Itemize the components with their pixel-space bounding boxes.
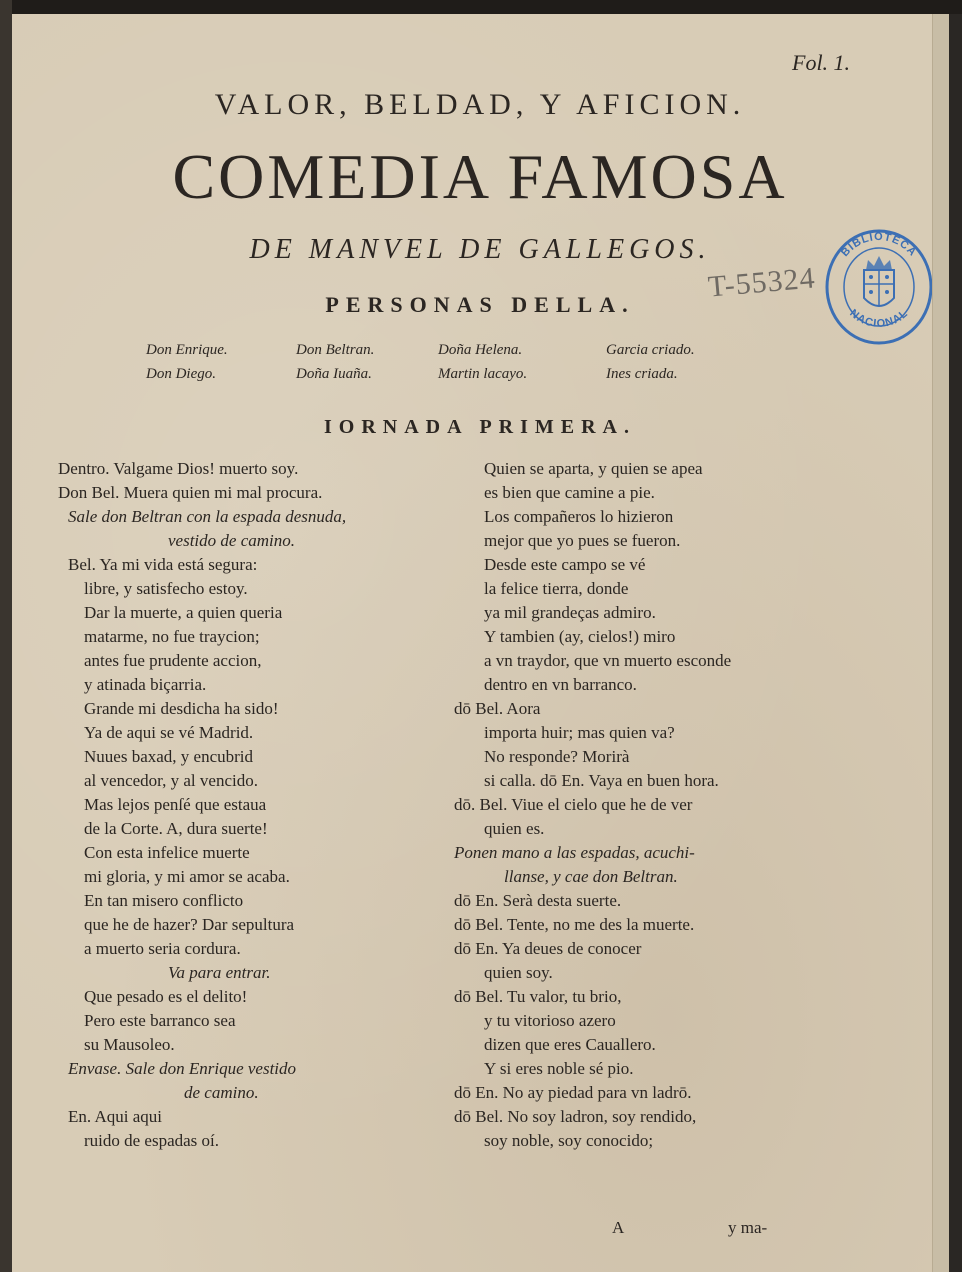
verse-line: dō En. No ay piedad para vn ladrō.: [454, 1083, 692, 1102]
verse-line: libre, y satisfecho estoy.: [84, 579, 248, 598]
verse-line: la felice tierra, donde: [484, 579, 629, 598]
svg-text:NACIONAL: [847, 307, 910, 330]
verse-line: Mas lejos penſé que estaua: [84, 795, 267, 814]
library-stamp: [822, 226, 936, 348]
verse-line: dizen que eres Cauallero.: [484, 1035, 656, 1054]
catchword: y ma-: [728, 1218, 768, 1237]
cast-name: Garcia criado.: [606, 342, 695, 358]
left-text-column: [58, 458, 468, 1198]
verse-line: mi gloria, y mi amor se acaba.: [84, 867, 290, 886]
verse-line: que he de hazer? Dar sepultura: [84, 915, 295, 934]
title-line-1: VALOR, BELDAD, Y AFICION.: [214, 88, 746, 121]
verse-line: Ya de aqui se vé Madrid.: [84, 723, 254, 742]
folio-number: Fol. 1.: [792, 50, 851, 75]
verse-line: Bel. Ya mi vida está segura:: [68, 555, 258, 574]
stage-direction: Sale don Beltran con la espada desnuda,: [68, 507, 347, 526]
verse-line: dō Bel. Aora: [454, 699, 541, 718]
verse-line: importa huir; mas quien va?: [484, 723, 675, 742]
verse-line: dō En. Ya deues de conocer: [454, 939, 642, 958]
verse-line: Quien se aparta, y quien se apea: [484, 459, 703, 478]
stamp-text-bottom: NACIONAL: [847, 307, 911, 331]
personas-heading: PERSONAS DELLA.: [325, 292, 635, 317]
verse-line: Y si eres noble sé pio.: [484, 1059, 634, 1078]
verse-line: a vn traydor, que vn muerto esconde: [484, 651, 732, 670]
stamp-text-top: BIBLIOTECA: [839, 231, 919, 260]
cast-name: Doña Iuaña.: [296, 366, 372, 382]
verse-line: Que pesado es el delito!: [84, 987, 248, 1006]
document-page: [12, 14, 948, 1272]
verse-line: soy noble, soy conocido;: [484, 1131, 654, 1150]
verse-line: Dentro. Valgame Dios! muerto soy.: [58, 459, 299, 478]
verse-line: En tan misero conflicto: [84, 891, 244, 910]
verse-line: a muerto seria cordura.: [84, 939, 241, 958]
verse-line: Grande mi desdicha ha sido!: [84, 699, 279, 718]
verse-line: dō En. Serà desta suerte.: [454, 891, 622, 910]
cast-name: Martin lacayo.: [438, 366, 528, 382]
stage-direction: llanse, y cae don Beltran.: [504, 867, 678, 886]
verse-line: es bien que camine a pie.: [484, 483, 655, 502]
title-line-2: COMEDIA FAMOSA: [172, 141, 788, 212]
stage-direction: Va para entrar.: [168, 963, 271, 982]
verse-line: Pero este barranco sea: [84, 1011, 236, 1030]
stage-direction: vestido de camino.: [168, 531, 295, 550]
stage-direction: Envase. Sale don Enrique vestido: [68, 1059, 297, 1078]
verse-line: y atinada biçarria.: [84, 675, 207, 694]
verse-line: ya mil grandeças admiro.: [484, 603, 656, 622]
page-right-edge: [932, 14, 949, 1272]
verse-line: dō Bel. Tu valor, tu brio,: [454, 987, 622, 1006]
cast-name: Don Beltran.: [296, 342, 375, 358]
right-text-column: [454, 458, 914, 1198]
verse-line: Y tambien (ay, cielos!) miro: [484, 627, 676, 646]
verse-line: al vencedor, y al vencido.: [84, 771, 258, 790]
verse-line: dō Bel. Tente, no me des la muerte.: [454, 915, 695, 934]
verse-line: dō. Bel. Viue el cielo que he de ver: [454, 795, 693, 814]
verse-line: No responde? Morirà: [484, 747, 630, 766]
verse-line: mejor que yo pues se fueron.: [484, 531, 681, 550]
verse-line: Don Bel. Muera quien mi mal procura.: [58, 483, 323, 502]
verse-line: su Mausoleo.: [84, 1035, 175, 1054]
verse-line: quien soy.: [484, 963, 553, 982]
scan-left-border: [0, 0, 12, 1272]
verse-line: matarme, no fue traycion;: [84, 627, 260, 646]
verse-line: ruido de espadas oí.: [84, 1131, 220, 1150]
verse-line: Nuues baxad, y encubrid: [84, 747, 254, 766]
shelf-mark: T-55324: [706, 261, 817, 304]
verse-line: si calla. dō En. Vaya en buen hora.: [484, 771, 719, 790]
verse-line: Con esta infelice muerte: [84, 843, 250, 862]
svg-text:BIBLIOTECA: [839, 231, 919, 259]
verse-line: dō Bel. No soy ladron, soy rendido,: [454, 1107, 697, 1126]
cast-name: Don Enrique.: [146, 342, 228, 358]
verse-line: Dar la muerte, a quien queria: [84, 603, 283, 622]
cast-name: Don Diego.: [146, 366, 216, 382]
act-heading: IORNADA PRIMERA.: [324, 416, 636, 438]
verse-line: quien es.: [484, 819, 545, 838]
verse-line: de la Corte. A, dura suerte!: [84, 819, 268, 838]
signature-mark: A: [612, 1218, 625, 1237]
cast-name: Doña Helena.: [438, 342, 523, 358]
verse-line: Desde este campo se vé: [484, 555, 646, 574]
verse-line: antes fue prudente accion,: [84, 651, 262, 670]
verse-line: dentro en vn barranco.: [484, 675, 637, 694]
stage-direction: de camino.: [184, 1083, 259, 1102]
verse-line: y tu vitorioso azero: [484, 1011, 616, 1030]
stage-direction: Ponen mano a las espadas, acuchi-: [454, 843, 695, 862]
author-line: DE MANVEL DE GALLEGOS.: [249, 234, 711, 265]
scan-top-border: [0, 0, 962, 14]
verse-line: Los compañeros lo hizieron: [484, 507, 674, 526]
cast-name: Ines criada.: [606, 366, 678, 382]
stamp-seal-graphic: [822, 226, 936, 348]
verse-line: En. Aqui aqui: [68, 1107, 162, 1126]
